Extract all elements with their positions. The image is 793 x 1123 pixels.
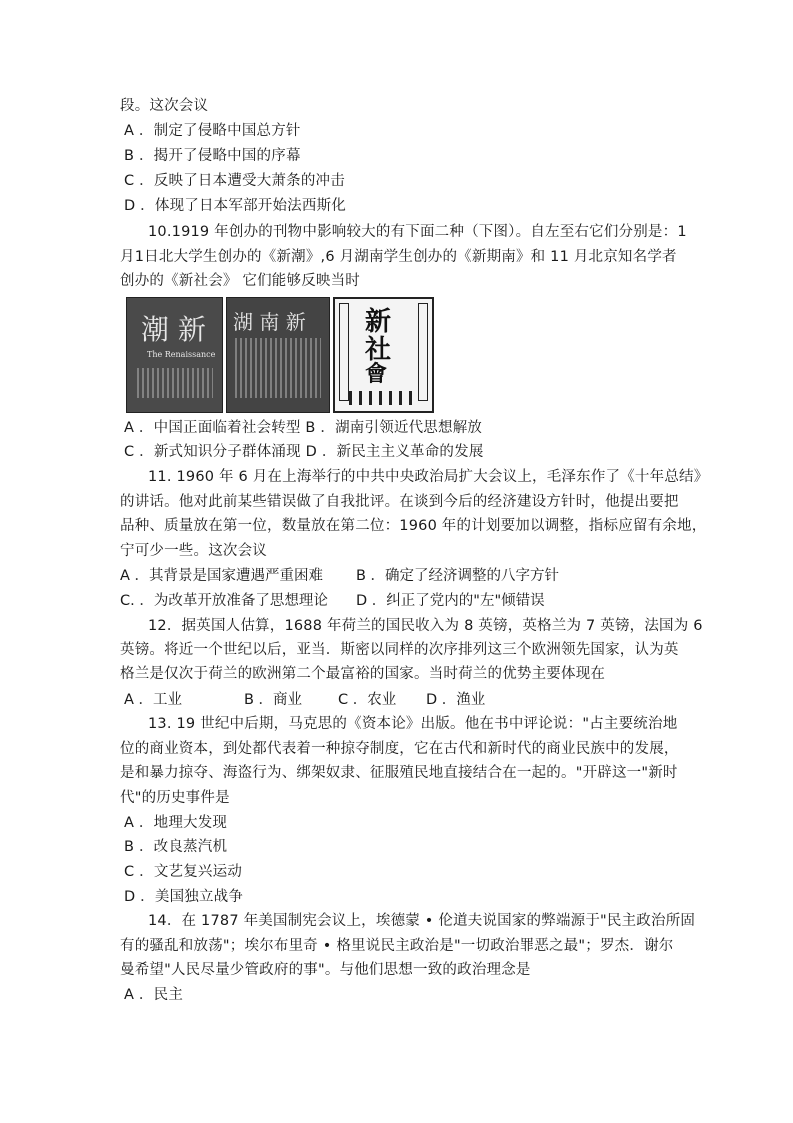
question-12-line-2: 英镑。将近一个世纪以后，亚当．斯密以同样的次序排列这三个欧洲领先国家，认为英 (120, 642, 679, 658)
question-11-line-3: 品种、质量放在第一位，数量放在第二位：1960 年的计划要加以调整，指标应留有余地， (120, 518, 707, 534)
option-c: C ．反映了日本遭受大萧条的冲击 (124, 173, 345, 189)
option-c: C ．农业 (338, 692, 397, 708)
option-b: B ．确定了经济调整的八字方针 (356, 568, 560, 584)
question-10-line-1: 10.1919 年创办的刊物中影响较大的有下面二种（下图）。自左至右它们分别是：1 (148, 224, 687, 240)
option-a: A ．地理大发现 (124, 815, 228, 831)
question-14-line-1: 14．在 1787 年美国制宪会议上，埃德蒙 • 伦道夫说国家的弊端源于"民主政治所固 (148, 913, 696, 929)
cover-ornament (349, 391, 419, 405)
question-10-line-3: 创办的《新社会》 它们能够反映当时 (120, 273, 361, 289)
magazine-subtitle: The Renaissance (147, 350, 216, 359)
option-b: B ．改良蒸汽机 (124, 839, 228, 855)
option-d: D ．纠正了党内的"左"倾错误 (356, 593, 545, 609)
option-b: B ．揭开了侵略中国的序幕 (124, 148, 301, 164)
option-a: A ．其背景是国家遭遇严重困难 (120, 568, 324, 584)
text-line: 段。这次会议 (120, 98, 209, 114)
magazine-cover-xinhunan (226, 297, 330, 413)
magazine-title-mid: 社 (365, 335, 392, 365)
magazine-title-bot: 會 (365, 361, 388, 387)
option-a: A ．制定了侵略中国总方针 (124, 123, 301, 139)
option-c: C. ．为改革开放准备了思想理论 (120, 593, 328, 609)
option-d: D ．美国独立战争 (124, 889, 244, 905)
question-12-line-3: 格兰是仅次于荷兰的欧洲第二个最富裕的国家。当时荷兰的优势主要体现在 (120, 666, 606, 682)
option-a: A ．工业 (124, 692, 183, 708)
cover-texture (235, 338, 321, 398)
question-13-line-3: 是和暴力掠夺、海盗行为、绑架奴隶、征服殖民地直接结合在一起的。"开辟这一"新时 (120, 765, 678, 781)
question-11-line-2: 的讲话。他对此前某些错误做了自我批评。在谈到今后的经济建设方针时，他提出要把 (120, 494, 679, 510)
question-12-line-1: 12．据英国人估算，1688 年荷兰的国民收入为 8 英镑，英格兰为 7 英镑，法国为 6 (148, 618, 703, 634)
question-14-line-3: 曼希望"人民尽量少管政府的事"。与他们思想一致的政治理念是 (120, 962, 531, 978)
question-10-options-cd: C ．新式知识分子群体涌现 D ．新民主主义革命的发展 (124, 444, 484, 460)
question-13-line-1: 13. 19 世纪中后期，马克思的《资本论》出版。他在书中评论说："占主要统治地 (148, 716, 678, 732)
cover-texture (137, 368, 213, 398)
side-column (339, 303, 349, 401)
question-11-line-4: 宁可少一些。这次会议 (120, 543, 267, 559)
option-d: D ．体现了日本军部开始法西斯化 (124, 198, 346, 214)
option-b: B ．商业 (244, 692, 303, 708)
magazine-title-top: 新 (365, 307, 392, 337)
option-d: D ．渔业 (426, 692, 486, 708)
magazine-title: 湖 南 新 (233, 310, 306, 334)
magazine-cover-xinshehui (333, 297, 434, 413)
magazine-cover-xinchao (126, 297, 223, 413)
option-a: A ．民主 (124, 987, 184, 1003)
question-14-line-2: 有的骚乱和放荡"；埃尔布里奇 • 格里说民主政治是"一切政治罪恶之最"；罗杰．谢尔 (120, 938, 674, 954)
magazine-title: 潮 新 (141, 313, 206, 346)
question-13-line-4: 代"的历史事件是 (120, 790, 230, 806)
question-10-line-2: 月1日北大学生创办的《新潮》,6 月湖南学生创办的《新期南》和 11 月北京知名学者 (120, 249, 677, 265)
question-10-options-ab: A ．中国正面临着社会转型 B ．湖南引领近代思想解放 (124, 420, 483, 436)
option-c: C ．文艺复兴运动 (124, 864, 243, 880)
side-column (418, 303, 428, 401)
question-13-line-2: 位的商业资本，到处都代表着一种掠夺制度，它在古代和新时代的商业民族中的发展， (120, 741, 679, 757)
question-11-line-1: 11. 1960 年 6 月在上海举行的中共中央政治局扩大会议上，毛泽东作了《十年总结》 (148, 469, 709, 485)
